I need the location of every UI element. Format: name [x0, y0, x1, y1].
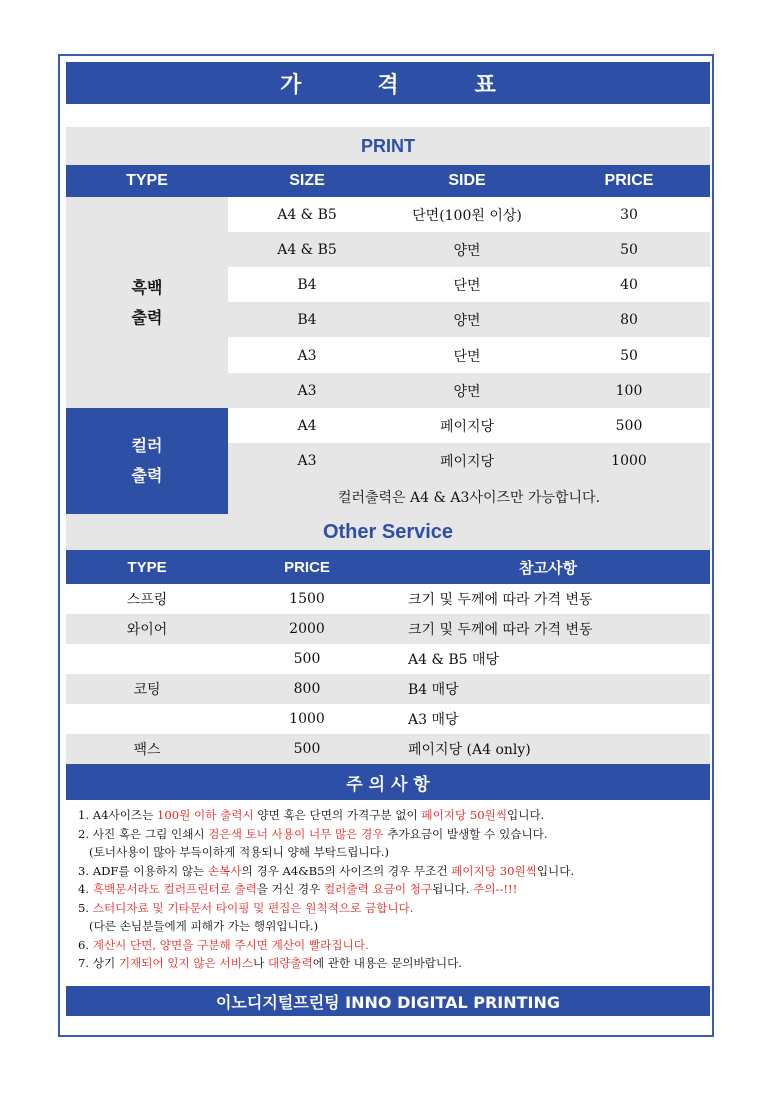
notice-text: 의 경우 A4&B5의 사이즈의 경우 무조건 [241, 863, 452, 878]
size-cell: B4 [297, 276, 317, 293]
bw-label-line: 출력 [131, 307, 163, 327]
table-row [66, 584, 710, 614]
size-cell: A4 & B5 [277, 241, 337, 258]
table-row [228, 443, 710, 479]
price-cell: 1000 [611, 453, 647, 469]
price-cell: 1000 [289, 711, 325, 727]
notice-text: 입니다. [507, 808, 545, 822]
side-cell: 양면 [453, 383, 481, 400]
print-section-label: PRINT [361, 135, 415, 156]
notice-line [78, 843, 708, 862]
note-cell: 크기 및 두께에 따라 가격 변동 [408, 592, 593, 608]
notice-highlight: 검은색 토너 사용이 너무 많은 경우 [208, 826, 384, 841]
notice-line [78, 862, 708, 881]
table-row [228, 197, 710, 232]
header-price: PRICE [604, 172, 654, 189]
table-row [228, 232, 710, 267]
other-header-row [66, 550, 710, 584]
notice-text: 4. [78, 882, 93, 896]
notice-line [78, 899, 708, 918]
side-cell: 단면 [453, 277, 481, 294]
table-row [228, 338, 710, 373]
size-cell: A3 [297, 453, 317, 469]
side-cell: 페이지당 [439, 454, 495, 470]
header-size: SIZE [289, 172, 325, 189]
notice-text: 을 거신 경우 [256, 882, 324, 896]
notice-text: (다른 손님분들에게 피해가 가는 행위입니다.) [78, 919, 319, 933]
table-row [228, 373, 710, 408]
size-cell: B4 [297, 311, 317, 328]
notice-line [78, 954, 708, 973]
price-cell: 50 [620, 241, 638, 258]
table-row [228, 408, 710, 444]
table-row [66, 614, 710, 644]
color-label-line: 출력 [131, 466, 163, 485]
notice-text: 됩니다. [432, 882, 474, 896]
notice-text: 에 관한 내용은 문의바랍니다. [312, 956, 462, 970]
notice-highlight: 컬러출력 요금이 청구 [323, 882, 433, 896]
header-type: TYPE [126, 172, 168, 189]
notice-text: 추가요금이 발생할 수 있습니다. [383, 826, 548, 841]
price-cell: 50 [620, 347, 638, 364]
notice-text: 7. 상기 [78, 956, 119, 970]
type-cell: 스프링 [126, 592, 168, 608]
notice-title [66, 764, 710, 800]
bw-label-line: 흑백 [131, 277, 163, 297]
title-char: 격 [377, 72, 399, 98]
notice-text: (토너사용이 많아 부득이하게 적용되니 양해 부탁드립니다.) [78, 845, 390, 859]
price-cell: 40 [620, 276, 638, 293]
notice-text: 5. [78, 900, 93, 915]
notice-line [78, 825, 708, 844]
notice-highlight: 페이지당 50원씩 [421, 808, 508, 822]
price-cell: 100 [615, 382, 643, 399]
footer-label: 이노디지털프린팅 INNO DIGITAL PRINTING [215, 992, 561, 1012]
notice-text: 2. 사진 혹은 그림 인쇄시 [78, 826, 209, 841]
type-cell: 와이어 [126, 622, 168, 638]
note-cell: A3 매당 [408, 712, 459, 728]
price-cell: 2000 [289, 621, 325, 637]
bw-print-type [66, 197, 228, 408]
other-section-label: Other Service [322, 520, 454, 543]
type-cell: 팩스 [133, 742, 161, 758]
table-row [66, 734, 710, 764]
notice-line [78, 880, 708, 899]
notice-highlight: 흑백문서라도 컬러프린터로 출력 [92, 882, 257, 896]
price-cell: 80 [620, 311, 638, 328]
table-row [66, 644, 710, 674]
notice-highlight: 손복사 [207, 863, 242, 878]
other-section-title [66, 514, 710, 550]
size-cell: A3 [297, 382, 317, 399]
price-cell: 500 [293, 741, 321, 757]
price-cell: 30 [620, 206, 638, 223]
note-cell: B4 매당 [408, 682, 459, 698]
notice-highlight: 페이지당 30원씩 [451, 863, 537, 878]
notice-line [78, 917, 708, 936]
size-cell: A4 & B5 [277, 206, 337, 223]
price-cell: 500 [293, 651, 321, 667]
type-cell: 코팅 [133, 682, 161, 698]
header-reference: 참고사항 [519, 559, 577, 577]
table-row [66, 704, 710, 734]
notice-line [78, 936, 708, 955]
notice-title-label: 주 의 사 항 [346, 774, 430, 795]
header-type: TYPE [127, 558, 167, 576]
note-cell: A4 & B5 매당 [408, 652, 500, 668]
notice-highlight: 대량출력 [268, 956, 313, 970]
price-cell: 1500 [289, 591, 325, 607]
page-title [66, 62, 710, 104]
notice-highlight: 계산시 단면, 양면을 구분해 주시면 계산이 빨라집니다. [92, 937, 369, 952]
color-print-type [66, 408, 228, 514]
print-section-title [66, 127, 710, 165]
color-note-row [228, 479, 710, 514]
footer-banner [66, 986, 710, 1016]
notice-text: 입니다. [536, 863, 575, 878]
side-cell: 양면 [453, 312, 481, 329]
notice-highlight: 기재되어 있지 않은 서비스 [118, 956, 254, 970]
table-row [228, 302, 710, 337]
print-header-row [66, 165, 710, 197]
header-price: PRICE [284, 558, 330, 576]
size-cell: A4 [297, 418, 317, 434]
side-cell: 페이지당 [439, 419, 495, 435]
title-char: 가 [280, 72, 302, 98]
side-cell: 양면 [453, 242, 481, 259]
table-row [228, 267, 710, 302]
notice-highlight: 주의--!!! [473, 882, 518, 896]
type-cell [66, 704, 228, 734]
notice-list [78, 806, 708, 973]
notice-line [78, 806, 708, 825]
color-label-line: 컬러 [131, 436, 163, 455]
notice-highlight: 스터디자료 및 기타문서 타이핑 및 편집은 원칙적으로 금합니다. [92, 900, 414, 915]
color-note: 컬러출력은 A4 & A3사이즈만 가능합니다. [337, 489, 601, 506]
title-char: 표 [474, 72, 496, 98]
note-cell: 페이지당 (A4 only) [408, 742, 531, 758]
header-side: SIDE [448, 172, 486, 189]
price-cell: 800 [293, 681, 321, 697]
type-cell [66, 644, 228, 674]
price-cell: 500 [615, 418, 643, 434]
table-row [66, 674, 710, 704]
notice-text: 3. ADF를 이용하지 않는 [78, 863, 208, 878]
notice-text: 양면 혹은 단면의 가격구분 없이 [253, 808, 422, 822]
notice-text: 1. A4사이즈는 [78, 808, 157, 822]
note-cell: 크기 및 두께에 따라 가격 변동 [408, 622, 593, 638]
notice-text: 6. [78, 937, 93, 952]
size-cell: A3 [297, 347, 317, 364]
side-cell: 단면 [453, 348, 481, 365]
side-cell: 단면(100원 이상) [412, 207, 522, 224]
notice-text: 나 [253, 956, 268, 970]
notice-highlight: 100원 이하 출력시 [156, 808, 254, 822]
